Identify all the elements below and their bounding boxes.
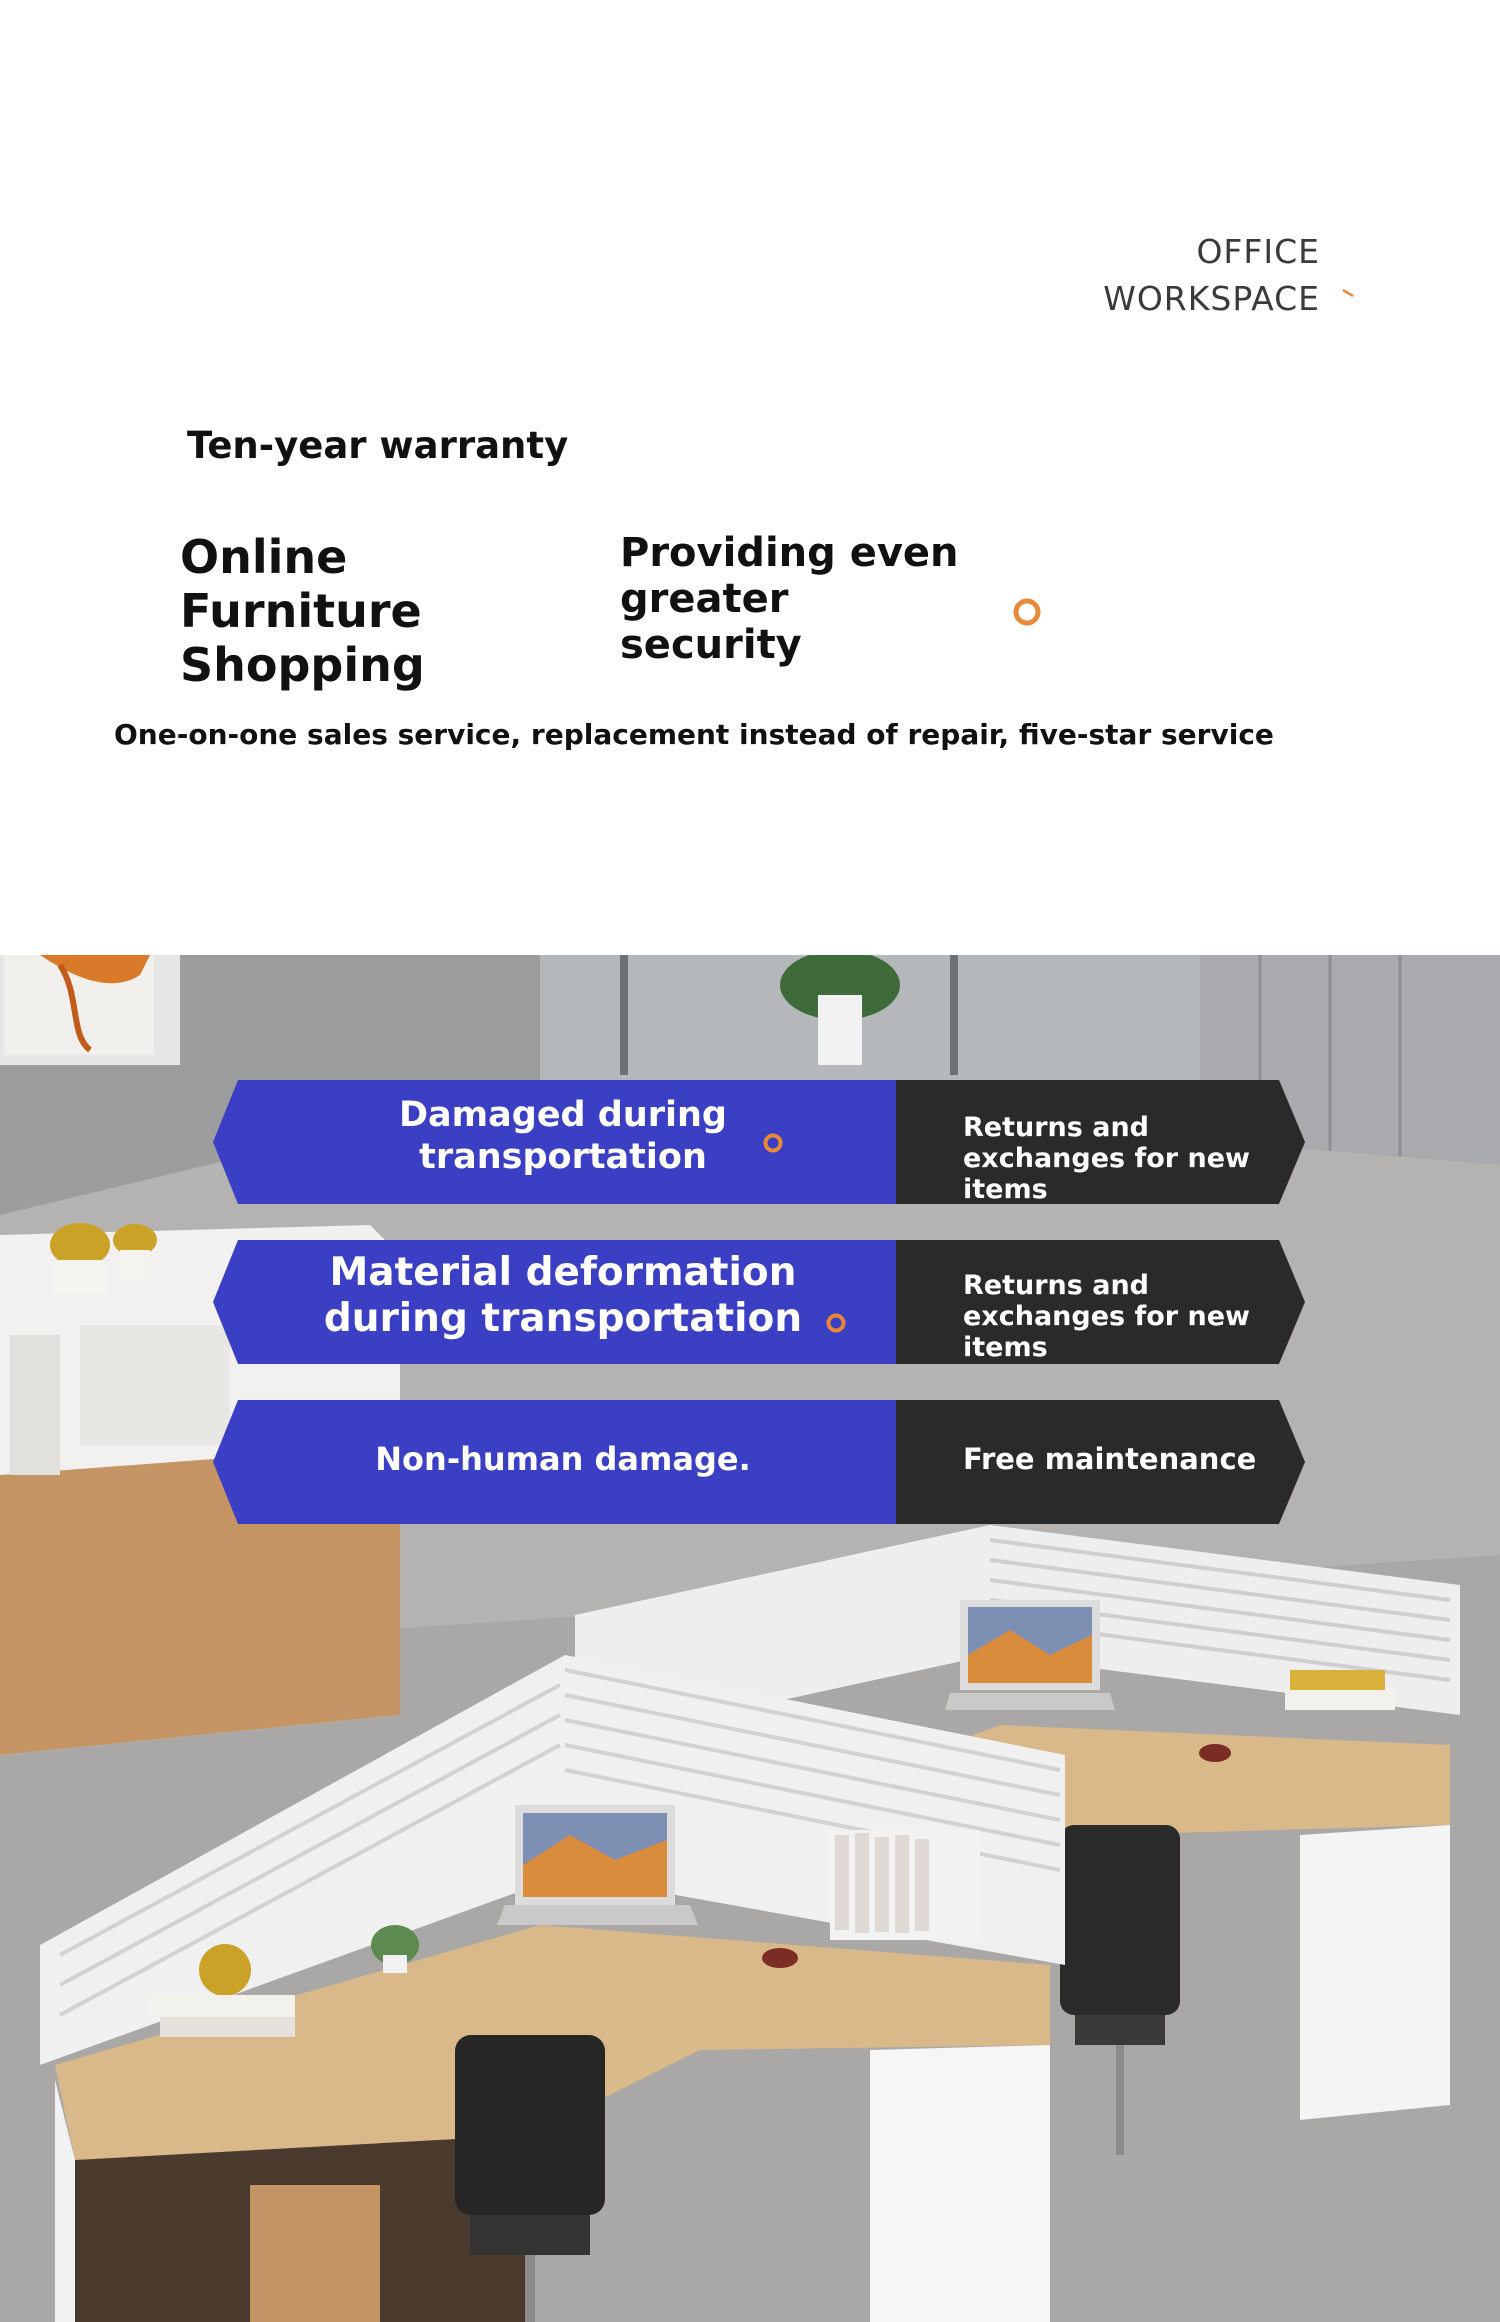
- brand-line-office: OFFICE: [1196, 232, 1320, 271]
- ring-decor-icon: [1012, 597, 1042, 627]
- guarantee-banner-3: [213, 1400, 1305, 1524]
- service-description: One-on-one sales service, replacement instead of repair, five-star service: [114, 718, 1274, 751]
- banner-issue-3: Non-human damage.: [375, 1440, 751, 1478]
- guarantee-banner-1: [213, 1080, 1305, 1204]
- banner-issue-1: Damaged during transportation: [399, 1095, 727, 1177]
- online-shopping-heading: Online Furniture Shopping: [180, 530, 425, 692]
- ring-decor-icon: [762, 1132, 784, 1154]
- banner-remedy-3: Free maintenance: [963, 1442, 1257, 1476]
- guarantee-banner-2: [213, 1240, 1305, 1364]
- brand-line-workspace: WORKSPACE: [1103, 279, 1320, 318]
- brand-label: [1103, 228, 1320, 322]
- ring-decor-icon: [825, 1312, 847, 1334]
- banner-remedy-2: Returns and exchanges for new items: [963, 1270, 1250, 1363]
- brand-accent-icon: [1342, 289, 1354, 297]
- warranty-heading: Ten-year warranty: [187, 424, 569, 467]
- banner-issue-2: Material deformation during transportation: [323, 1250, 803, 1341]
- intro-section: [0, 0, 1500, 955]
- security-heading: Providing even greater security: [620, 530, 959, 668]
- banner-remedy-1: Returns and exchanges for new items: [963, 1112, 1250, 1205]
- office-photo: [0, 955, 1500, 2322]
